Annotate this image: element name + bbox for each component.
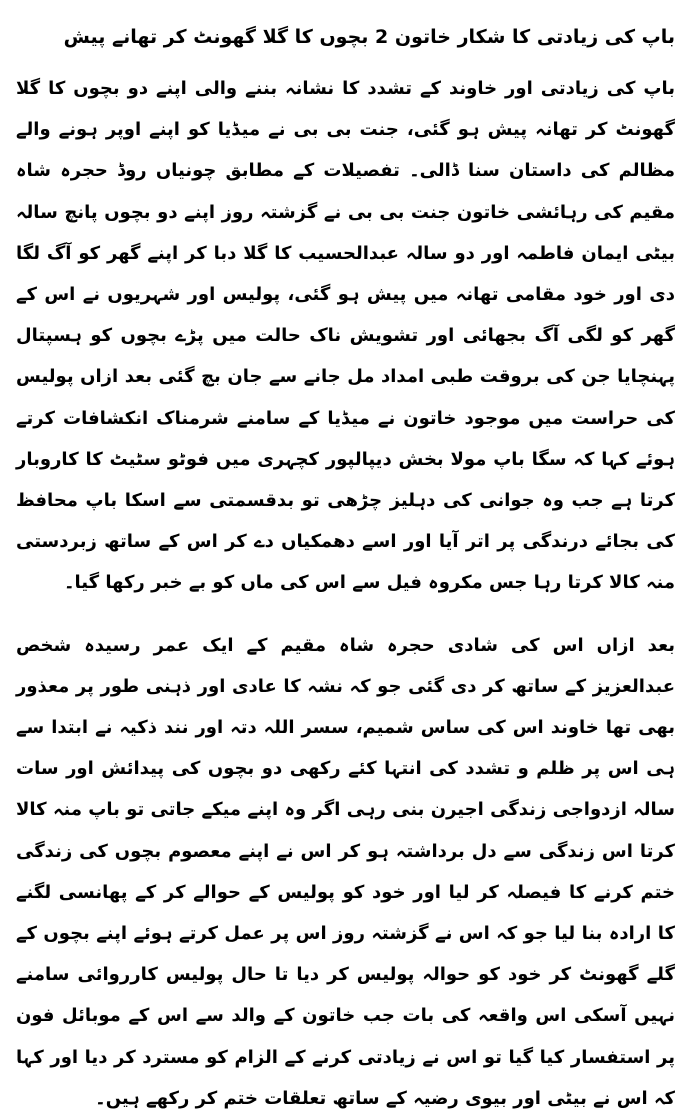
article-headline: باپ کی زیادتی کا شکار خاتون 2 بچوں کا گلا گھونٹ کر تھانے پیش [63,26,675,48]
article-paragraph-2: بعد ازاں اس کی شادی حجرہ شاہ مقیم کے ایک عمر رسیدہ شخص عبدالعزیز کے ساتھ کر دی گئی جو کہ نشہ کا عادی اور ذہنی طور پر معذور بھی تھا خاوند اس کی ساس شمیم، سسر اللہ دتہ اور نند ذکیہ نے ابتدا سے ہی اس پر ظلم و تشدد کی انتہا کئے رکھی دو بچوں کی پیدائش اور سات سالہ ازدواجی زندگی اجیرن بنی رہی اگر وہ اپنے میکے جاتی تو باپ منہ کالا کرتا اس زندگی سے دل برداشتہ ہو کر اس نے اپنے معصوم بچوں کی زندگی ختم کرنے کا فیصلہ کر لیا اور خود کو پولیس کے حوالے کر کے پھانسی لگنے کا ارادہ بنا لیا جو کہ اس نے گزشتہ روز اس پر عمل کرتے ہوئے اپنے بچوں کے گلے گھونٹ کر خود کو حوالہ پولیس کر دیا تا حال پولیس کارروائی سامنے نہیں آسکی اس واقعہ کی بات جب خاتون کے والد سے اس کے موبائل فون پر استفسار کیا گیا تو اس نے زیادتی کرنے کے الزام کو مسترد کر دیا اور کہا کہ اس نے بیٹی اور بیوی رضیہ کے ساتھ تعلقات ختم کر رکھے ہیں۔ [16,634,675,1109]
article-paragraph-1: باپ کی زیادتی اور خاوند کے تشدد کا نشانہ بننے والی اپنے دو بچوں کا گلا گھونٹ کر تھانہ پیش ہو گئی، جنت بی بی نے میڈیا کو اپنے اوپر ہونے والے مظالم کی داستان سنا ڈالی۔ تفصیلات کے مطابق چونیاں روڈ حجرہ شاہ مقیم کی رہائشی خاتون جنت بی بی نے گزشتہ روز اپنے دو بچوں پانچ سالہ بیٹی ایمان فاطمہ اور دو سالہ عبدالحسیب کا گلا دبا کر اپنے گھر کو آگ لگا دی اور خود مقامی تھانہ میں پیش ہو گئی، پولیس اور شہریوں نے اس کے گھر کو لگی آگ بجھائی اور تشویش ناک حالت میں پڑے بچوں کو ہسپتال پہنچایا جن کی بروقت طبی امداد مل جانے سے جان بچ گئی بعد ازاں پولیس کی حراست میں موجود خاتون نے میڈیا کے سامنے شرمناک انکشافات کرتے ہوئے کہا کہ سگا باپ مولا بخش دیپالپور کچہری میں فوٹو سٹیٹ کا کاروبار کرتا ہے جب وہ جوانی کی دہلیز چڑھی تو بدقسمتی سے اسکا باپ محافظ کی بجائے درندگی پر اتر آیا اور اسے دھمکیاں دے کر اس کے ساتھ زبردستی منہ کالا کرتا رہا جس مکروہ فیل سے اس کی ماں کو بے خبر رکھا گیا۔ [16,78,675,594]
